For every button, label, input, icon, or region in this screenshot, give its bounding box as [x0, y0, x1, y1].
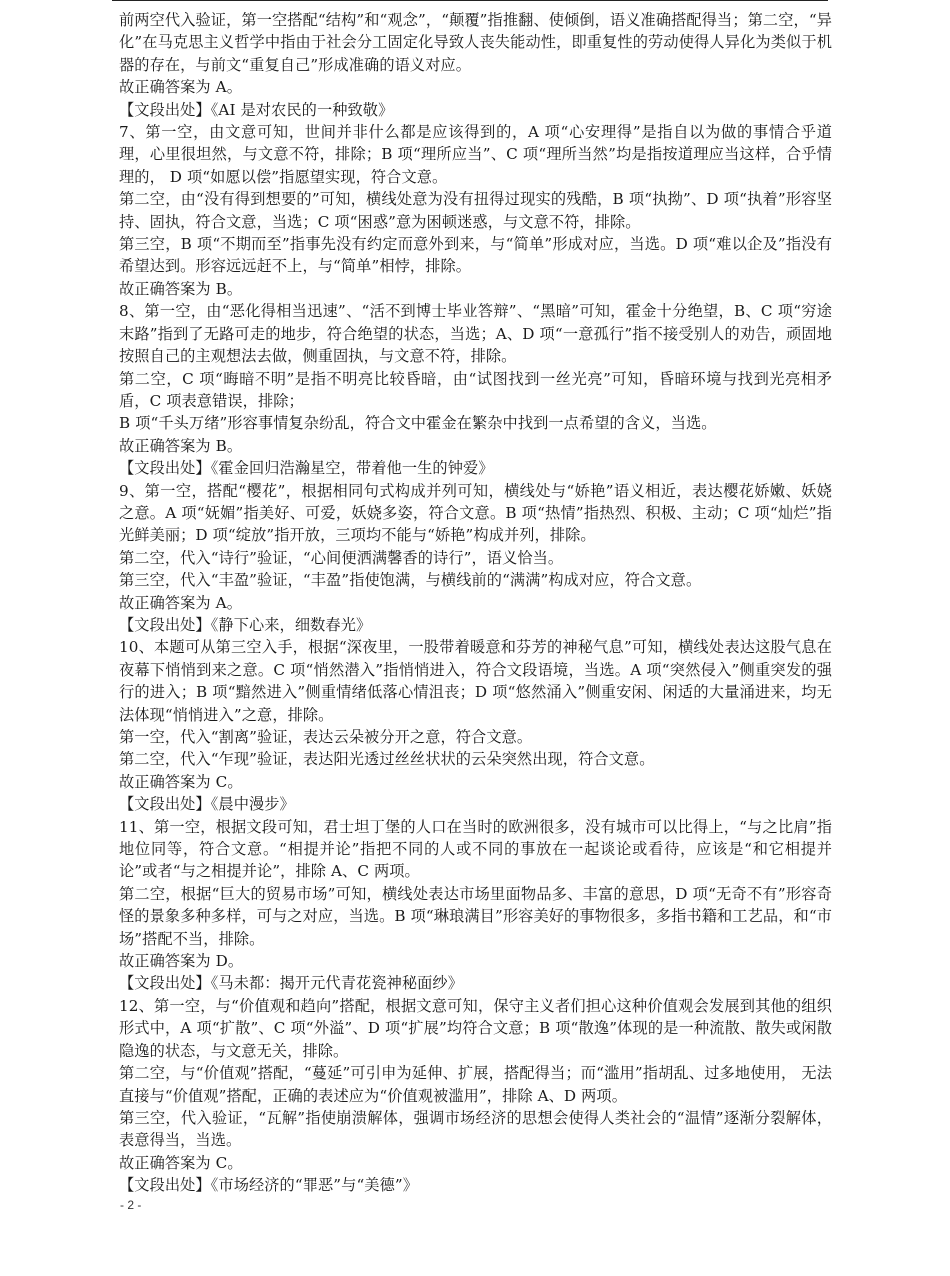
paragraph: 第三空，代入“丰盈”验证，“丰盈”指使饱满，与横线前的“满满”构成对应，符合文意。 — [119, 571, 702, 590]
paragraph-q10: 10、本题可从第三空入手，根据“深夜里，一股带着暖意和芬芳的神秘气息”可知，横线处表达这股气息在夜幕下悄悄到来之意。C 项“悄然潜入”指悄悄进入，符合文段语境，当选。A 项“突然侵入”侧重突发的强行的进入；B 项“黯然进入”侧重情绪低落心情沮丧；D 项“悠然涌入”侧重安闲、闲适的大量涌进来，均无法体现“悄悄进入”之意，排除。 — [119, 638, 832, 724]
paragraph: 第二空，C 项“晦暗不明”是指不明亮比较昏暗，由“试图找到一丝光亮”可知，昏暗环境与找到光亮相矛盾，C 项表意错误，排除； — [119, 369, 832, 410]
paragraph-q9: 9、第一空，搭配“樱花”，根据相同句式构成并列可知，横线处与“娇艳”语义相近，表达樱花娇嫩、妖娆之意。A 项“妩媚”指美好、可爱，妖娆多姿，符合文意。B 项“热情”指热烈、积极、主动；C 项“灿烂”指光鲜美丽；D 项“绽放”指开放，三项均不能与“娇艳”构成并列，排除。 — [119, 481, 832, 545]
paragraph-q12: 12、第一空，与“价值观和趋向”搭配，根据文意可知，保守主义者们担心这种价值观会发展到其他的组织形式中，A 项“扩散”、C 项“外溢”、D 项“扩展”均符合文意；B 项“散逸”体现的是一种流散、散失或闲散隐逸的状态，与文意无关，排除。 — [119, 996, 832, 1060]
answer-line: 故正确答案为 B。 — [119, 436, 243, 455]
answer-line: 故正确答案为 C。 — [119, 1153, 243, 1172]
source-line: 【文段出处】《晨中漫步》 — [119, 795, 295, 814]
page-number: - 2 - — [120, 1198, 142, 1212]
paragraph-q7: 7、第一空，由文意可知，世间并非什么都是应该得到的，A 项“心安理得”是指自以为做的事情合乎道理，心里很坦然，与文意不符，排除；B 项“理所应当”、C 项“理所当然”均是指按道理应当这样，合乎情理的， D 项“如愿以偿”指愿望实现，符合文意。 — [119, 123, 832, 186]
source-line: 【文段出处】《静下心来，细数春光》 — [119, 615, 372, 634]
paragraph-q11: 11、第一空，根据文段可知，君士坦丁堡的人口在当时的欧洲很多，没有城市可以比得上，“与之比肩”指地位同等，符合文意。“相提并论”指把不同的人或不同的事放在一起谈论或看待，应该是“和它相提并论”或者“与之相提并论”，排除 A、C 两项。 — [119, 817, 832, 881]
paragraph: 第二空，代入“乍现”验证，表达阳光透过丝丝状状的云朵突然出现，符合文意。 — [119, 750, 655, 769]
answer-line: 故正确答案为 D。 — [119, 952, 244, 971]
answer-line: 故正确答案为 C。 — [119, 772, 243, 791]
answer-explanations — [119, 9, 832, 1197]
paragraph: 第二空，由“没有得到想要的”可知，横线处意为没有扭得过现实的残酷，B 项“执拗”、D 项“执着”形容坚持、固执，符合文意，当选；C 项“困惑”意为困顿迷惑，与文意不符，排除。 — [119, 190, 832, 231]
header-rule — [112, 0, 828, 1]
source-line: 【文段出处】《市场经济的“罪恶”与“美德”》 — [119, 1176, 419, 1195]
paragraph: 第二空，代入“诗行”验证，“心间便洒满馨香的诗行”，语义恰当。 — [119, 548, 564, 567]
paragraph: 第二空，根据“巨大的贸易市场”可知，横线处表达市场里面物品多、丰富的意思，D 项“无奇不有”形容奇怪的景象多种多样，可与之对应，当选。B 项“琳琅满目”形容美好的事物很多，多指书籍和工艺品，和“市场”搭配不当，排除。 — [119, 884, 832, 948]
paragraph: 第二空，与“价值观”搭配，“蔓延”可引申为延伸、扩展，搭配得当；而“滥用”指胡乱、过多地使用， 无法直接与“价值观”搭配，正确的表述应为“价值观被滥用”，排除 A、D 两项。 — [119, 1064, 832, 1105]
answer-line: 故正确答案为 B。 — [119, 279, 243, 298]
paragraph: 第一空，代入“割离”验证，表达云朵被分开之意，符合文意。 — [119, 728, 533, 746]
paragraph: B 项“千头万绪”形容事情复杂纷乱，符合文中霍金在繁杂中找到一点希望的含义，当选。 — [119, 414, 717, 433]
answer-line: 故正确答案为 A。 — [119, 78, 243, 97]
answer-line: 故正确答案为 A。 — [119, 593, 243, 612]
source-line: 【文段出处】《霍金回归浩瀚星空，带着他一生的钟爱》 — [119, 459, 494, 478]
paragraph: 第三空，代入验证，“瓦解”指使崩溃解体，强调市场经济的思想会使得人类社会的“温情”逐渐分裂解体，表意得当，当选。 — [119, 1108, 832, 1150]
paragraph-q8: 8、第一空，由“恶化得相当迅速”、“活不到博士毕业答辩”、“黑暗”可知，霍金十分绝望，B、C 项“穷途末路”指到了无路可走的地步，符合绝望的状态，当选；A、D 项“一意孤行”指不接受别人的劝告，顽固地按照自己的主观想法去做，侧重固执，与文意不符，排除。 — [119, 302, 832, 366]
source-line: 【文段出处】《AI 是对农民的一种致敬》 — [119, 100, 394, 119]
paragraph: 第三空，B 项“不期而至”指事先没有约定而意外到来，与“简单”形成对应，当选。D 项“难以企及”指没有希望达到。形容远远赶不上，与“简单”相悖，排除。 — [119, 235, 832, 276]
paragraph: 前两空代入验证，第一空搭配“结构”和“观念”，“颠覆”指推翻、使倾倒，语义准确搭配得当；第二空，“异化”在马克思主义哲学中指由于社会分工固定化导致人丧失能动性，即重复性的劳动使得人异化为类似于机器的存在，与前文“重复自己”形成准确的语义对应。 — [119, 11, 832, 74]
source-line: 【文段出处】《马未都：揭开元代青花瓷神秘面纱》 — [119, 974, 464, 993]
